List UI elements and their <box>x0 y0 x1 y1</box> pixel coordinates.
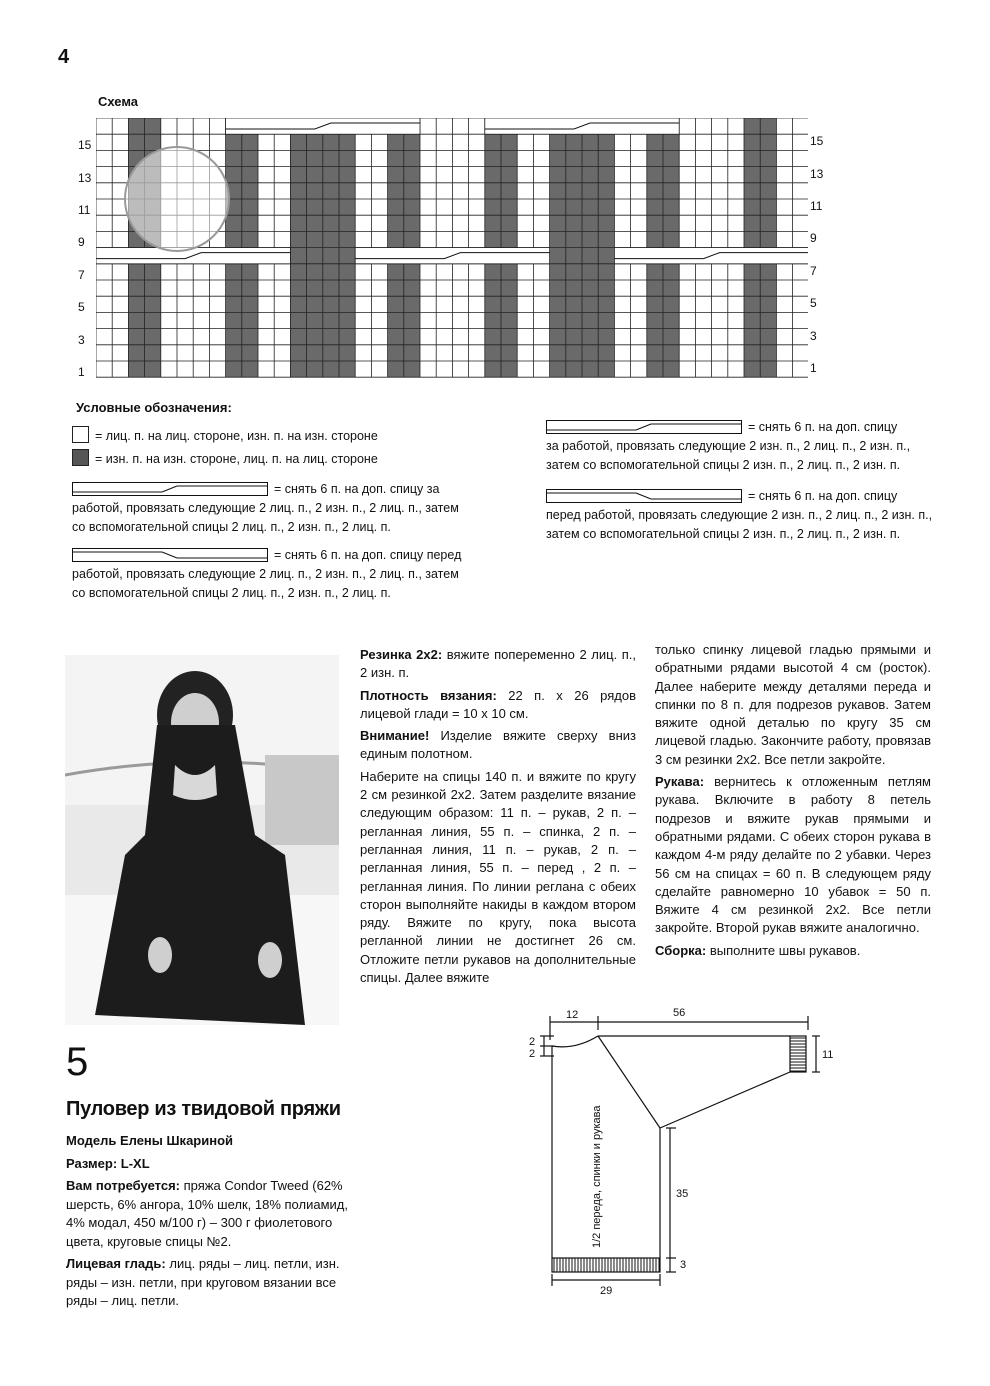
legend-cable-2: = снять 6 п. на доп. спицу перед работой, провязать следующие 2 лиц. п., 2 изн. п., 2 лиц. п., затем со вспомогательной спицы 2 лиц. п., 2 изн. п., 2 лиц. п. <box>72 548 462 600</box>
row-label-7-l: 7 <box>78 267 85 282</box>
text-column-2 <box>360 646 636 991</box>
stamp-watermark <box>125 147 229 251</box>
row-label-5-l: 5 <box>78 300 85 315</box>
row-label-13-l: 13 <box>78 170 92 185</box>
legend-cable-4: = снять 6 п. на доп. спицу перед работой, провязать следующие 2 изн. п., 2 лиц. п., 2 изн. п., затем со вспомогательной спицы 2 изн. п., 2 лиц. п., 2 изн. п. <box>546 489 933 541</box>
garment-schematic <box>520 1000 850 1300</box>
dim-11: 11 <box>822 1049 834 1061</box>
row-label-5-r: 5 <box>810 296 817 311</box>
legend-light-cell: = лиц. п. на лиц. стороне, изн. п. на изн. стороне <box>72 426 378 446</box>
author-line: Модель Елены Шкариной <box>66 1133 234 1148</box>
cable-back-icon <box>72 482 268 496</box>
dim-2b: 2 <box>529 1048 536 1060</box>
row-label-15-l: 15 <box>78 138 92 153</box>
row-label-13-r: 13 <box>810 166 824 181</box>
dim-35: 35 <box>676 1188 689 1200</box>
dim-56: 56 <box>673 1007 686 1019</box>
dim-3: 3 <box>680 1259 687 1271</box>
article-title: Пуловер из твидовой пряжи <box>66 1098 341 1120</box>
dim-12: 12 <box>566 1009 579 1021</box>
row-label-3-l: 3 <box>78 332 85 347</box>
row-label-9-r: 9 <box>810 231 817 246</box>
light-cell-icon <box>72 426 89 443</box>
row-label-11-l: 11 <box>78 203 91 217</box>
schematic-vertical-label: 1/2 переда, спинки и рукава <box>591 1105 603 1248</box>
row-label-15-r: 15 <box>810 134 824 149</box>
article-number: 5 <box>66 1040 89 1084</box>
knitting-chart <box>96 118 808 380</box>
cable-purl-front-icon <box>546 489 742 503</box>
cable-purl-back-icon <box>546 420 742 434</box>
legend-cable-3: = снять 6 п. на доп. спицу за работой, провязать следующие 2 изн. п., 2 лиц. п., 2 изн. п., затем со вспомогательной спицы 2 изн. п., 2 лиц. п., 2 изн. п. <box>546 420 911 472</box>
row-label-1-r: 1 <box>810 361 817 375</box>
chart-title: Схема <box>98 94 139 109</box>
model-photo <box>65 655 339 1025</box>
assembly-paragraph: Сборка: выполните швы рукавов. <box>655 942 861 958</box>
gauge-paragraph: Плотность вязания: 22 п. х 26 рядов лицевой глади = 10 х 10 см. <box>360 687 636 721</box>
text-column-3 <box>655 641 931 964</box>
dim-2a: 2 <box>529 1036 536 1048</box>
size-line: Размер: L-XL <box>66 1155 150 1171</box>
row-label-3-r: 3 <box>810 328 817 343</box>
yarn-paragraph: Вам потребуется: пряжа Condor Tweed (62% шерсть, 6% ангора, 10% шелк, 18% полиамид, 4% модал, 450 м/100 г) – 300 г фиолетового цвета, круговые спицы №2. <box>66 1178 348 1249</box>
dim-29: 29 <box>600 1285 613 1297</box>
cable-front-icon <box>72 548 268 562</box>
legend-cable-1: = снять 6 п. на доп. спицу за работой, провязать следующие 2 лиц. п., 2 изн. п., 2 лиц. п., затем со вспомогательной спицы 2 лиц. п., 2 изн. п., 2 лиц. п. <box>72 482 459 534</box>
body-paragraph: Наберите на спицы 140 п. и вяжите по кругу 2 см резинкой 2х2. Затем разделите вязание следующим образом: 11 п. – рукав, 2 п. – регланная линия, 55 п. – спинка, 2 п. – регланная линия, 11 п. – рукав, 2 п. – регланная линия, 55 п. – перед , 2 п. – регланная линия. По линии реглана с обеих сторон выполняйте накиды в каждом втором ряду. Вяжите по кругу, пока высота регланной линии не достигнет 26 см. Отложите петли рукавов на дополнительные спицы. Далее вяжите <box>360 768 636 986</box>
row-label-9-l: 9 <box>78 235 85 250</box>
rib-paragraph: Резинка 2х2: вяжите попеременно 2 лиц. п., 2 изн. п. <box>360 647 636 681</box>
legend-title: Условные обозначения: <box>76 400 232 415</box>
continuation-paragraph: только спинку лицевой гладью прямыми и обратными рядами высотой 4 см (росток). Далее наберите между деталями переда и спинки по 8 п. для подрезов рукавов. Затем вяжите одной деталью по кругу 35 см лицевой гладью. Закончите работу, провязав 3 см резинки 2х2. Все петли закройте. <box>655 642 931 767</box>
sleeves-paragraph: Рукава: вернитесь к отложенным петлям рукава. Включите в работу 8 петель подрезов и вяжите рукав прямыми и обратными рядами. С обеих сторон рукава в каждом 4-м ряду делайте по 2 убавки. Через 56 см на спицах = 60 п. В следующем ряду сделайте равномерно 10 убавок = 50 п. Вяжите 4 см резинкой 2х2. Все петли закройте. Второй рукав вяжите аналогично. <box>655 774 931 936</box>
text-column-1 <box>66 1132 351 1315</box>
page-number: 4 <box>58 46 70 68</box>
dark-cell-icon <box>72 449 89 466</box>
legend-dark-cell: = изн. п. на изн. стороне, лиц. п. на лиц. стороне <box>72 449 378 469</box>
stockinette-paragraph: Лицевая гладь: лиц. ряды – лиц. петли, изн. ряды – изн. петли, при круговом вязании все ряды – лиц. петли. <box>66 1256 340 1308</box>
row-label-11-r: 11 <box>810 199 823 213</box>
row-label-7-r: 7 <box>810 263 817 278</box>
attention-paragraph: Внимание! Изделие вяжите сверху вниз единым полотном. <box>360 728 636 762</box>
row-label-1-l: 1 <box>78 365 85 379</box>
